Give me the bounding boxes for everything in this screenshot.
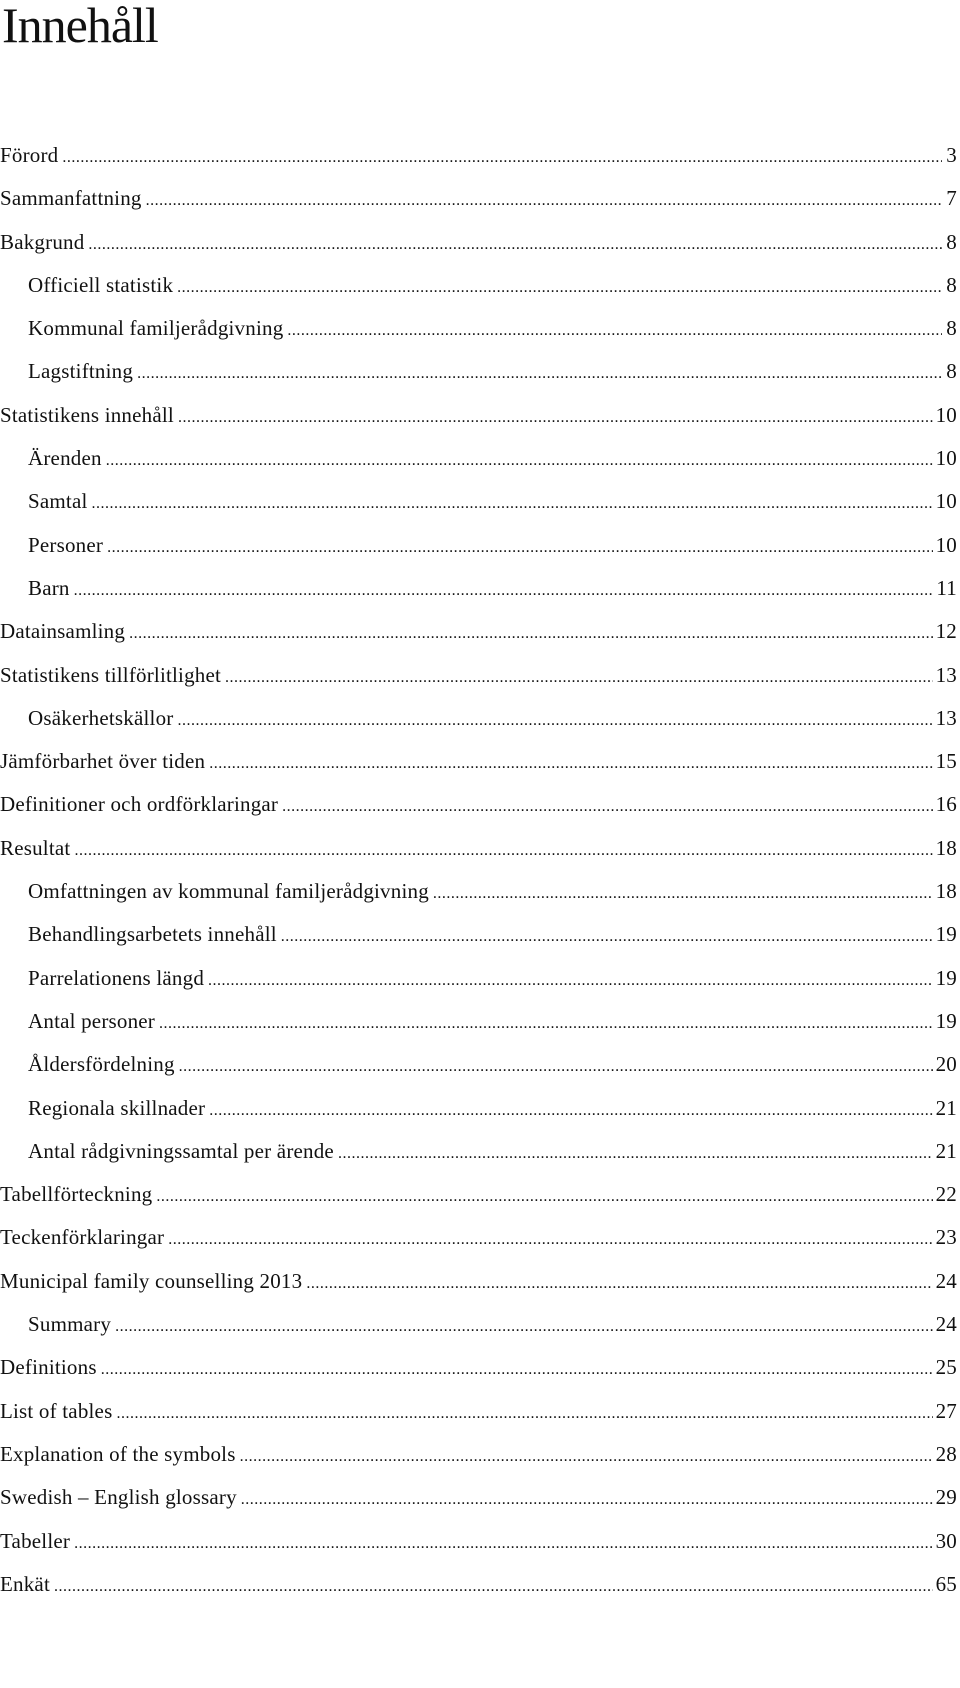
toc-entry-page-number[interactable]: 13 — [935, 662, 957, 687]
toc-entry-page-number[interactable]: 21 — [935, 1095, 957, 1120]
toc-entry[interactable] — [0, 359, 957, 402]
toc-entry-page-number[interactable]: 24 — [935, 1312, 957, 1337]
dot-leader — [106, 452, 933, 470]
toc-entry[interactable] — [0, 316, 957, 359]
dot-leader — [137, 365, 942, 383]
dot-leader — [177, 712, 932, 730]
toc-entry-page-number[interactable]: 16 — [935, 792, 957, 817]
dot-leader — [433, 885, 933, 903]
toc-entry-page-number[interactable]: 27 — [935, 1398, 957, 1423]
dot-leader — [281, 928, 933, 946]
toc-entry-page-number[interactable]: 19 — [935, 965, 957, 990]
toc-entry-label[interactable]: Omfattningen av kommunal familjerådgivning — [28, 879, 429, 904]
toc-entry-label[interactable]: Regionala skillnader — [28, 1095, 206, 1120]
toc-entry-label[interactable]: Kommunal familjerådgivning — [28, 316, 284, 341]
toc-entry[interactable] — [0, 749, 957, 792]
toc-entry[interactable] — [0, 1529, 957, 1572]
toc-entry[interactable] — [0, 273, 957, 316]
toc-entry[interactable] — [0, 446, 957, 489]
dot-leader — [146, 192, 942, 210]
dot-leader — [74, 842, 932, 860]
toc-entry-label[interactable]: Definitioner och ordförklaringar — [0, 792, 279, 817]
toc-entry[interactable] — [0, 1399, 957, 1442]
toc-entry-label[interactable]: Jämförbarhet över tiden — [0, 749, 206, 774]
toc-entry[interactable] — [0, 1485, 957, 1528]
toc-entry[interactable] — [0, 922, 957, 965]
toc-entry-label[interactable]: Enkät — [0, 1571, 50, 1596]
toc-entry-page-number[interactable]: 11 — [936, 575, 957, 600]
toc-entry[interactable] — [0, 1312, 957, 1355]
toc-entry-page-number[interactable]: 10 — [935, 402, 957, 427]
dot-leader — [208, 972, 933, 990]
toc-entry-page-number[interactable]: 21 — [935, 1138, 957, 1163]
toc-entry-page-number[interactable]: 15 — [935, 749, 957, 774]
dot-leader — [168, 1231, 932, 1249]
dot-leader — [62, 149, 942, 167]
toc-entry-label[interactable]: List of tables — [0, 1398, 113, 1423]
dot-leader — [282, 798, 932, 816]
toc-entry[interactable] — [0, 619, 957, 662]
toc-entry[interactable] — [0, 403, 957, 446]
toc-entry[interactable] — [0, 1182, 957, 1225]
toc-entry-label[interactable]: Tabellförteckning — [0, 1182, 153, 1207]
toc-entry-page-number[interactable]: 3 — [946, 143, 957, 167]
toc-entry[interactable] — [0, 879, 957, 922]
dot-leader — [92, 495, 933, 513]
toc-entry[interactable] — [0, 1442, 957, 1485]
toc-entry-label[interactable]: Sammanfattning — [0, 186, 142, 211]
toc-entry-page-number[interactable]: 19 — [935, 1008, 957, 1033]
toc-entry[interactable] — [0, 489, 957, 532]
dot-leader — [156, 1188, 932, 1206]
toc-entry-page-number[interactable]: 7 — [946, 186, 957, 211]
toc-entry[interactable] — [0, 1009, 957, 1052]
toc-entry-label[interactable]: Resultat — [0, 835, 71, 860]
toc-entry-page-number[interactable]: 29 — [935, 1485, 957, 1510]
toc-entry-page-number[interactable]: 30 — [935, 1528, 957, 1553]
toc-entry-page-number[interactable]: 20 — [935, 1052, 957, 1077]
toc-entry[interactable] — [0, 1572, 957, 1615]
toc-entry[interactable] — [0, 186, 957, 229]
toc-entry-page-number[interactable]: 8 — [946, 272, 957, 297]
dot-leader — [54, 1578, 933, 1596]
toc-entry[interactable] — [0, 143, 957, 186]
toc-entry-page-number[interactable]: 10 — [935, 489, 957, 514]
toc-entry-label[interactable]: Municipal family counselling 2013 — [0, 1268, 303, 1293]
toc-entry[interactable] — [0, 1269, 957, 1312]
toc-entry-label[interactable]: Definitions — [0, 1355, 97, 1380]
dot-leader — [241, 1491, 933, 1509]
toc-entry-page-number[interactable]: 13 — [935, 705, 957, 730]
toc-entry-label[interactable]: Swedish – English glossary — [0, 1485, 237, 1510]
toc-entry-page-number[interactable]: 8 — [946, 359, 957, 384]
toc-entry[interactable] — [0, 230, 957, 273]
toc-entry-page-number[interactable]: 24 — [935, 1268, 957, 1293]
toc-entry-label[interactable]: Osäkerhetskällor — [28, 705, 174, 730]
dot-leader — [225, 669, 933, 687]
toc-entry-label[interactable]: Behandlingsarbetets innehåll — [28, 922, 277, 947]
dot-leader — [178, 409, 933, 427]
toc-entry-label[interactable]: Statistikens innehåll — [0, 402, 174, 427]
toc-entry-label[interactable]: Statistikens tillförlitlighet — [0, 662, 222, 687]
toc-entry-label[interactable]: Personer — [28, 532, 104, 557]
toc-entry[interactable] — [0, 576, 957, 619]
dot-leader — [159, 1015, 933, 1033]
table-of-contents — [0, 143, 957, 1615]
dot-leader — [209, 1102, 932, 1120]
toc-entry-label[interactable]: Antal personer — [28, 1008, 156, 1033]
dot-leader — [107, 539, 933, 557]
toc-entry-label[interactable]: Explanation of the symbols — [0, 1441, 236, 1466]
toc-entry[interactable] — [0, 706, 957, 749]
toc-entry-label[interactable]: Ärenden — [28, 446, 102, 471]
dot-leader — [287, 322, 942, 340]
toc-entry-page-number[interactable]: 8 — [946, 229, 957, 254]
toc-entry-page-number[interactable]: 23 — [935, 1225, 957, 1250]
toc-entry-page-number[interactable]: 19 — [935, 922, 957, 947]
toc-entry-page-number[interactable]: 65 — [935, 1571, 957, 1596]
toc-entry[interactable] — [0, 533, 957, 576]
dot-leader — [179, 1058, 933, 1076]
dot-leader — [209, 755, 932, 773]
toc-entry-page-number[interactable]: 18 — [935, 835, 957, 860]
toc-entry-page-number[interactable]: 12 — [935, 619, 957, 644]
toc-entry[interactable] — [0, 1139, 957, 1182]
toc-entry-label[interactable]: Åldersfördelning — [28, 1052, 175, 1077]
dot-leader — [338, 1145, 933, 1163]
toc-entry-label[interactable]: Parrelationens längd — [28, 965, 205, 990]
dot-leader — [240, 1448, 933, 1466]
dot-leader — [101, 1361, 933, 1379]
dot-leader — [74, 1535, 933, 1553]
dot-leader — [116, 1405, 932, 1423]
toc-entry-label[interactable]: Barn — [28, 575, 70, 600]
toc-entry-label[interactable]: Teckenförklaringar — [0, 1225, 165, 1250]
toc-entry[interactable] — [0, 1096, 957, 1139]
page-title: Innehåll — [2, 0, 158, 53]
dot-leader — [74, 582, 934, 600]
toc-entry[interactable] — [0, 1225, 957, 1268]
toc-entry[interactable] — [0, 836, 957, 879]
toc-entry-page-number[interactable]: 25 — [935, 1355, 957, 1380]
toc-entry[interactable] — [0, 966, 957, 1009]
toc-entry-label[interactable]: Tabeller — [0, 1528, 71, 1553]
dot-leader — [88, 236, 942, 254]
toc-entry-label[interactable]: Lagstiftning — [28, 359, 134, 384]
dot-leader — [129, 625, 933, 643]
dot-leader — [115, 1318, 933, 1336]
toc-entry[interactable] — [0, 1052, 957, 1095]
toc-entry-page-number[interactable]: 18 — [935, 879, 957, 904]
toc-entry-label[interactable]: Förord — [0, 143, 59, 167]
toc-entry-page-number[interactable]: 28 — [935, 1441, 957, 1466]
toc-entry-label[interactable]: Officiell statistik — [28, 272, 174, 297]
toc-entry-page-number[interactable]: 8 — [946, 316, 957, 341]
toc-entry-page-number[interactable]: 10 — [935, 446, 957, 471]
dot-leader — [306, 1275, 932, 1293]
toc-entry[interactable] — [0, 792, 957, 835]
toc-entry[interactable] — [0, 663, 957, 706]
toc-entry-label[interactable]: Datainsamling — [0, 619, 126, 644]
toc-entry-page-number[interactable]: 22 — [935, 1182, 957, 1207]
toc-entry[interactable] — [0, 1355, 957, 1398]
toc-entry-label[interactable]: Samtal — [28, 489, 88, 514]
toc-entry-label[interactable]: Bakgrund — [0, 229, 85, 254]
toc-entry-page-number[interactable]: 10 — [935, 532, 957, 557]
toc-entry-label[interactable]: Summary — [28, 1312, 112, 1337]
toc-entry-label[interactable]: Antal rådgivningssamtal per ärende — [28, 1138, 334, 1163]
dot-leader — [177, 279, 942, 297]
